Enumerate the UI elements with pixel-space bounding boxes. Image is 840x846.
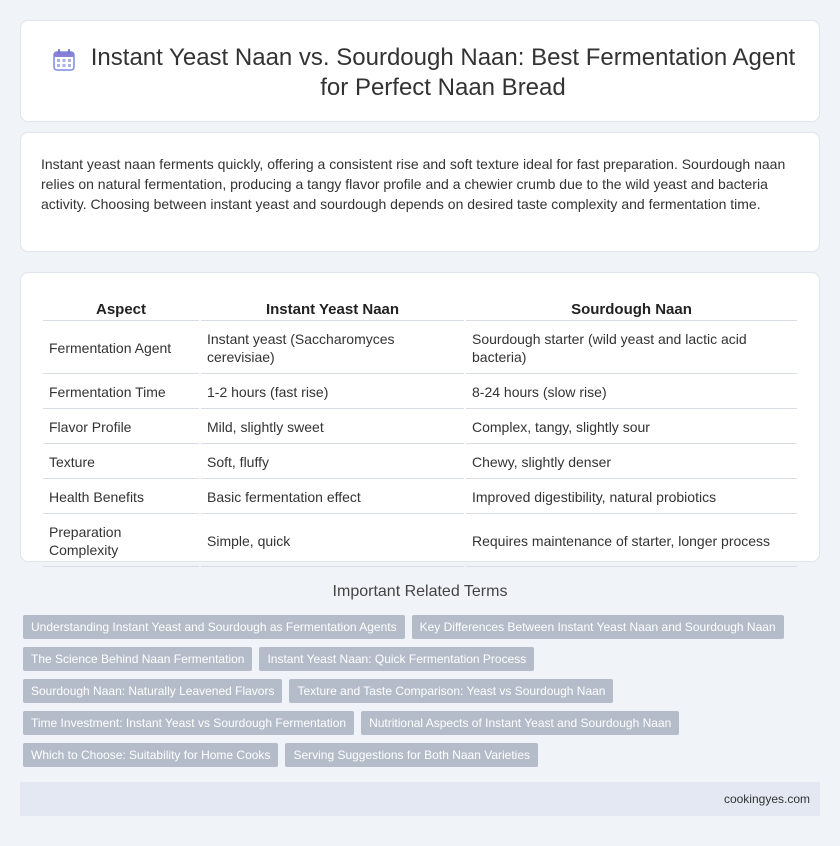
table-cell: Health Benefits	[43, 481, 199, 514]
table-cell: 8-24 hours (slow rise)	[466, 376, 797, 409]
related-terms-list	[23, 615, 803, 775]
related-term-tag[interactable]: Sourdough Naan: Naturally Leavened Flavors	[23, 679, 282, 703]
related-term-tag[interactable]: Nutritional Aspects of Instant Yeast and Sourdough Naan	[361, 711, 679, 735]
related-term-tag[interactable]: Texture and Taste Comparison: Yeast vs Sourdough Naan	[289, 679, 613, 703]
column-header-instant-yeast: Instant Yeast Naan	[201, 297, 464, 321]
related-term-tag[interactable]: Understanding Instant Yeast and Sourdough as Fermentation Agents	[23, 615, 405, 639]
table-cell: Instant yeast (Saccharomyces cerevisiae)	[201, 323, 464, 374]
table-cell: Sourdough starter (wild yeast and lactic acid bacteria)	[466, 323, 797, 374]
related-term-tag[interactable]: Time Investment: Instant Yeast vs Sourdough Fermentation	[23, 711, 354, 735]
related-term-tag[interactable]: Serving Suggestions for Both Naan Varieties	[285, 743, 538, 767]
intro-card	[20, 132, 820, 252]
table-row	[43, 481, 797, 514]
column-header-aspect: Aspect	[43, 297, 199, 321]
table-header-row	[43, 297, 797, 321]
table-cell: Fermentation Time	[43, 376, 199, 409]
table-cell: Chewy, slightly denser	[466, 446, 797, 479]
related-term-tag[interactable]: Instant Yeast Naan: Quick Fermentation Process	[259, 647, 534, 671]
related-term-tag[interactable]: Key Differences Between Instant Yeast Naan and Sourdough Naan	[412, 615, 784, 639]
table-cell: Basic fermentation effect	[201, 481, 464, 514]
table-row	[43, 323, 797, 374]
related-term-tag[interactable]: The Science Behind Naan Fermentation	[23, 647, 252, 671]
table-cell: Texture	[43, 446, 199, 479]
table-cell: Mild, slightly sweet	[201, 411, 464, 444]
comparison-table-card	[20, 272, 820, 562]
table-cell: Fermentation Agent	[43, 323, 199, 374]
table-cell: Flavor Profile	[43, 411, 199, 444]
column-header-sourdough: Sourdough Naan	[466, 297, 797, 321]
table-row	[43, 376, 797, 409]
table-cell: Soft, fluffy	[201, 446, 464, 479]
title-wrap	[51, 43, 799, 103]
table-cell: Requires maintenance of starter, longer process	[466, 516, 797, 567]
related-terms-heading: Important Related Terms	[332, 583, 508, 600]
footer-site-link[interactable]: cookingyes.com	[723, 792, 810, 806]
table-cell: Simple, quick	[201, 516, 464, 567]
footer	[20, 782, 820, 816]
page-title: Instant Yeast Naan vs. Sourdough Naan: Best Fermentation Agent for Perfect Naan Bread	[90, 44, 796, 101]
comparison-table	[41, 295, 799, 569]
table-row	[43, 516, 797, 567]
intro-text: Instant yeast naan ferments quickly, offering a consistent rise and soft texture ideal for fast preparation. Sourdough naan relies on natural fermentation, producing a tangy flavor profile and a chewier crumb due to the wild yeast and bacteria activity. Choosing between instant yeast and sourdough depends on desired taste complexity and fermentation time.	[41, 156, 786, 212]
table-cell: Preparation Complexity	[43, 516, 199, 567]
table-row	[43, 411, 797, 444]
table-cell: Improved digestibility, natural probiotics	[466, 481, 797, 514]
calendar-icon	[51, 47, 77, 73]
table-cell: Complex, tangy, slightly sour	[466, 411, 797, 444]
related-term-tag[interactable]: Which to Choose: Suitability for Home Cooks	[23, 743, 278, 767]
table-cell: 1-2 hours (fast rise)	[201, 376, 464, 409]
header-card	[20, 20, 820, 122]
table-row	[43, 446, 797, 479]
